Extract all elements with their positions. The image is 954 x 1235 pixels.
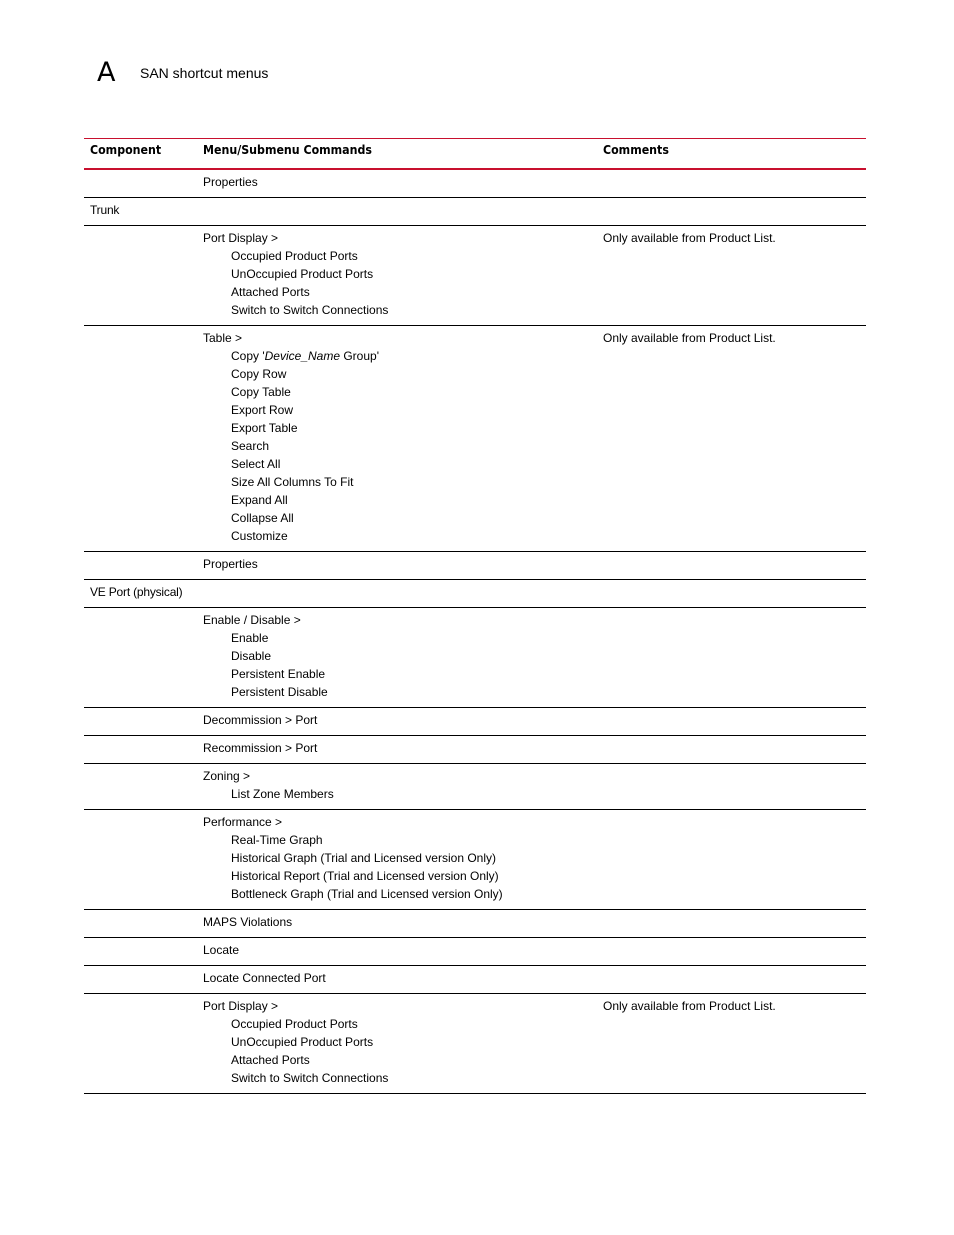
- menu-command: Table >: [203, 331, 243, 345]
- submenu-command: UnOccupied Product Ports: [231, 1035, 374, 1049]
- copy-prefix: Copy ': [231, 349, 265, 363]
- table-row: [84, 552, 866, 580]
- table-row: [84, 608, 866, 708]
- submenu-command: Bottleneck Graph (Trial and Licensed version Only): [231, 887, 503, 901]
- component-row: [84, 198, 866, 226]
- device-name-placeholder: Device_Name: [264, 349, 341, 363]
- submenu-command: Customize: [231, 529, 288, 543]
- row-comment: Only available from Product List.: [603, 999, 776, 1013]
- submenu-command: Persistent Enable: [231, 667, 326, 681]
- header-comments: Comments: [603, 143, 669, 157]
- submenu-command: UnOccupied Product Ports: [231, 267, 374, 281]
- menu-command: Properties: [203, 175, 258, 189]
- menu-commands: [203, 767, 866, 803]
- table-row: [84, 736, 866, 764]
- header-component: Component: [90, 143, 162, 157]
- menu-table: [84, 138, 866, 1094]
- submenu-command: Attached Ports: [231, 1053, 310, 1067]
- menu-commands: [203, 739, 866, 757]
- submenu-command: Historical Report (Trial and Licensed version Only): [231, 869, 499, 883]
- submenu-command: Persistent Disable: [231, 685, 328, 699]
- submenu-command: Expand All: [231, 493, 288, 507]
- submenu-command: Copy Row: [231, 367, 287, 381]
- table-row: [84, 708, 866, 736]
- submenu-command: Search: [231, 439, 270, 453]
- submenu-command: Disable: [231, 649, 272, 663]
- submenu-command: Switch to Switch Connections: [231, 1071, 389, 1085]
- submenu-command: Collapse All: [231, 511, 294, 525]
- appendix-letter: A: [97, 57, 116, 88]
- row-comment: Only available from Product List.: [603, 231, 776, 245]
- menu-command: Enable / Disable >: [203, 613, 301, 627]
- menu-command: Port Display >: [203, 231, 279, 245]
- submenu-command: Occupied Product Ports: [231, 249, 358, 263]
- submenu-command: Historical Graph (Trial and Licensed version Only): [231, 851, 496, 865]
- row-comment: Only available from Product List.: [603, 331, 776, 345]
- table-row: [84, 226, 866, 326]
- submenu-command: Occupied Product Ports: [231, 1017, 358, 1031]
- table-row: [84, 810, 866, 910]
- menu-command: MAPS Violations: [203, 915, 293, 929]
- copy-suffix: Group': [340, 349, 379, 363]
- submenu-command: Switch to Switch Connections: [231, 303, 389, 317]
- table-row: [84, 910, 866, 938]
- component-row: [84, 580, 866, 608]
- submenu-command: Size All Columns To Fit: [231, 475, 354, 489]
- submenu-command: Enable: [231, 631, 269, 645]
- component-label: VE Port (physical): [90, 585, 183, 599]
- submenu-command: Copy Table: [231, 385, 291, 399]
- menu-commands: [203, 941, 866, 959]
- table-row: [84, 326, 866, 552]
- submenu-command: Export Table: [231, 421, 298, 435]
- submenu-command: Export Row: [231, 403, 294, 417]
- component-label: Trunk: [90, 203, 120, 217]
- table-row: [84, 170, 866, 198]
- menu-command: Decommission > Port: [203, 713, 318, 727]
- submenu-command: List Zone Members: [231, 787, 334, 801]
- table-row: [84, 994, 866, 1094]
- menu-command: Performance >: [203, 815, 283, 829]
- table-header: [84, 138, 866, 170]
- menu-commands: [203, 611, 866, 701]
- table-row: [84, 966, 866, 994]
- menu-command: Locate Connected Port: [203, 971, 326, 985]
- menu-commands: [203, 555, 866, 573]
- menu-commands: [203, 969, 866, 987]
- submenu-command: Attached Ports: [231, 285, 310, 299]
- menu-commands: [203, 173, 866, 191]
- menu-command: Zoning >: [203, 769, 251, 783]
- menu-command: Locate: [203, 943, 240, 957]
- submenu-command: Real-Time Graph: [231, 833, 323, 847]
- submenu-command: [203, 347, 866, 365]
- menu-commands: [203, 813, 866, 903]
- section-title: SAN shortcut menus: [140, 65, 269, 81]
- table-row: [84, 938, 866, 966]
- table-body: [84, 170, 866, 1094]
- menu-commands: [203, 711, 866, 729]
- header-commands: Menu/Submenu Commands: [203, 143, 372, 157]
- submenu-command: Select All: [231, 457, 281, 471]
- menu-command: Recommission > Port: [203, 741, 318, 755]
- menu-commands: [203, 329, 866, 545]
- table-row: [84, 764, 866, 810]
- menu-command: Port Display >: [203, 999, 279, 1013]
- menu-commands: [203, 913, 866, 931]
- menu-command: Properties: [203, 557, 258, 571]
